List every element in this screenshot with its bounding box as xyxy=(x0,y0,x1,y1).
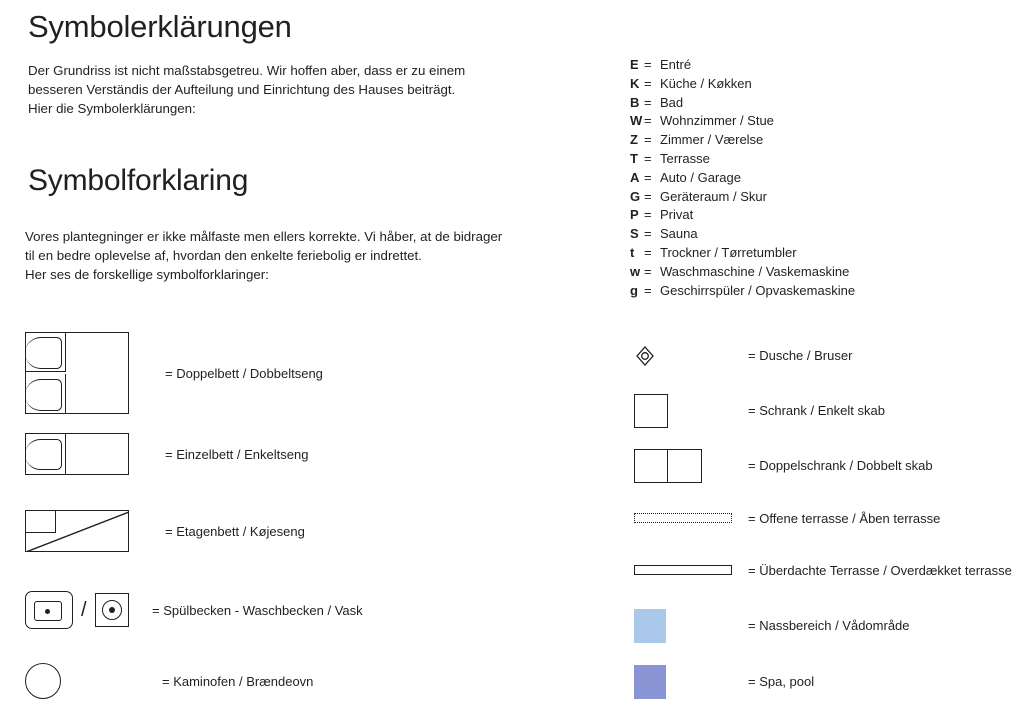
abbrev-equals: = xyxy=(644,94,652,110)
abbrev-key: A xyxy=(630,169,640,185)
spa-pool-swatch xyxy=(634,665,748,699)
legend-label: = Überdachte Terrasse / Overdækket terrasse xyxy=(748,562,1012,578)
abbrev-value: Geschirrspüler / Opvaskemaskine xyxy=(660,282,856,298)
abbrev-equals: = xyxy=(644,113,652,129)
abbrev-key: Z xyxy=(630,132,638,148)
legend-label: = Doppelbett / Dobbeltseng xyxy=(165,365,323,381)
legend-label: = Nassbereich / Vådområde xyxy=(748,618,910,633)
single-cabinet-icon xyxy=(634,394,748,428)
abbrev-value: Küche / Køkken xyxy=(660,75,752,91)
intro-paragraph-dk xyxy=(25,228,585,285)
abbrev-key: w xyxy=(630,263,641,279)
abbrev-equals: = xyxy=(644,263,652,279)
abbrev-key: G xyxy=(630,188,641,204)
abbrev-equals: = xyxy=(644,207,652,223)
wet-room-swatch xyxy=(634,609,748,643)
intro-dk-line-3: Her ses de forskellige symbolforklaringer: xyxy=(25,266,269,282)
abbrev-key: T xyxy=(630,150,638,166)
legend-label: = Dusche / Bruser xyxy=(748,348,853,363)
legend-item-wet-room xyxy=(634,597,1024,654)
fireplace-icon xyxy=(25,663,140,699)
legend-item-shower xyxy=(634,328,1024,383)
abbrev-value: Trockner / Tørretumbler xyxy=(660,244,797,260)
legend-item-single-cabinet xyxy=(634,383,1024,438)
abbrev-value: Sauna xyxy=(660,226,698,242)
page-title-dk: Symbolforklaring xyxy=(28,164,249,197)
intro-de-line-1: Der Grundriss ist nicht maßstabsgetreu. Wir hoffen aber, dass er zu einem xyxy=(28,63,466,78)
bunk-bed-icon xyxy=(25,510,140,552)
abbrev-key: E xyxy=(630,57,639,72)
intro-paragraph-de xyxy=(28,62,558,119)
double-bed-icon xyxy=(25,332,140,414)
washbasin-icon xyxy=(95,593,129,627)
abbrev-value: Bad xyxy=(660,94,684,110)
shower-icon xyxy=(634,345,748,367)
legend-item-bunk-bed xyxy=(25,492,595,570)
legend-item-sink xyxy=(25,570,595,650)
abbrev-value: Zimmer / Værelse xyxy=(660,132,764,148)
abbrev-equals: = xyxy=(644,169,652,185)
page-title-de: Symbolerklärungen xyxy=(28,9,292,44)
abbrev-value: Privat xyxy=(660,207,694,223)
legend-list-right xyxy=(634,328,1024,709)
abbrev-equals: = xyxy=(644,226,652,242)
legend-item-fireplace xyxy=(25,650,595,712)
intro-de-line-2: besseren Verständis der Aufteilung und Einrichtung des Hauses beiträgt. xyxy=(28,81,456,97)
legend-label: = Kaminofen / Brændeovn xyxy=(162,673,314,689)
sink-icon xyxy=(25,591,140,629)
legend-item-double-cabinet xyxy=(634,438,1024,493)
abbrev-equals: = xyxy=(644,188,652,204)
abbreviation-row xyxy=(630,75,855,94)
abbrev-value: Auto / Garage xyxy=(660,169,741,185)
abbrev-equals: = xyxy=(644,57,652,72)
abbrev-value: Terrasse xyxy=(660,150,710,166)
intro-de-line-3: Hier die Symbolerklärungen: xyxy=(28,100,196,116)
open-terrace-icon xyxy=(634,513,748,523)
legend-label: = Einzelbett / Enkeltseng xyxy=(165,446,309,462)
abbreviation-list xyxy=(630,56,855,300)
legend-item-spa-pool xyxy=(634,654,1024,709)
abbrev-value: Geräteraum / Skur xyxy=(660,188,767,204)
legend-label: = Etagenbett / Køjeseng xyxy=(165,523,305,539)
abbrev-key: K xyxy=(630,75,640,91)
legend-label: = Schrank / Enkelt skab xyxy=(748,403,885,418)
abbrev-value: Entré xyxy=(660,57,692,72)
abbrev-key: B xyxy=(630,94,640,110)
abbreviation-row xyxy=(630,244,855,263)
abbreviation-row xyxy=(630,94,855,113)
abbrev-key: g xyxy=(630,282,638,298)
abbreviation-row xyxy=(630,112,855,131)
abbrev-equals: = xyxy=(644,75,652,91)
abbrev-value: Waschmaschine / Vaskemaskine xyxy=(660,263,850,279)
abbreviation-row xyxy=(630,225,855,244)
abbrev-equals: = xyxy=(644,244,652,260)
abbrev-equals: = xyxy=(644,132,652,148)
abbrev-key: t xyxy=(630,244,635,260)
abbrev-equals: = xyxy=(644,150,652,166)
intro-dk-line-1: Vores plantegninger er ikke målfaste men ellers korrekte. Vi håber, at de bidrager xyxy=(25,229,503,244)
legend-item-open-terrace xyxy=(634,493,1024,543)
legend-item-double-bed xyxy=(25,330,595,416)
abbrev-equals: = xyxy=(644,282,652,298)
legend-label: = Spülbecken - Waschbecken / Vask xyxy=(152,602,363,618)
abbrev-key: W xyxy=(630,113,643,129)
abbrev-key: P xyxy=(630,207,639,223)
abbreviation-row xyxy=(630,282,855,301)
abbreviation-row xyxy=(630,169,855,188)
intro-dk-line-2: til en bedre oplevelse af, hvordan den enkelte feriebolig er indrettet. xyxy=(25,247,422,263)
covered-terrace-icon xyxy=(634,565,748,575)
abbreviation-row xyxy=(630,56,855,75)
abbreviation-row xyxy=(630,263,855,282)
abbreviation-row xyxy=(630,131,855,150)
abbrev-value: Wohnzimmer / Stue xyxy=(660,113,774,129)
abbreviation-row xyxy=(630,150,855,169)
separator-slash: / xyxy=(81,598,87,621)
legend-label: = Doppelschrank / Dobbelt skab xyxy=(748,458,933,473)
legend-list-left xyxy=(25,330,595,712)
single-bed-icon xyxy=(25,433,140,475)
legend-item-single-bed xyxy=(25,416,595,492)
abbreviation-row xyxy=(630,188,855,207)
abbreviation-row xyxy=(630,206,855,225)
legend-item-covered-terrace xyxy=(634,543,1024,597)
legend-label: = Spa, pool xyxy=(748,674,815,689)
legend-label: = Offene terrasse / Åben terrasse xyxy=(748,510,941,526)
double-cabinet-icon xyxy=(634,449,748,483)
sink-basin-icon xyxy=(25,591,73,629)
abbrev-key: S xyxy=(630,226,639,242)
